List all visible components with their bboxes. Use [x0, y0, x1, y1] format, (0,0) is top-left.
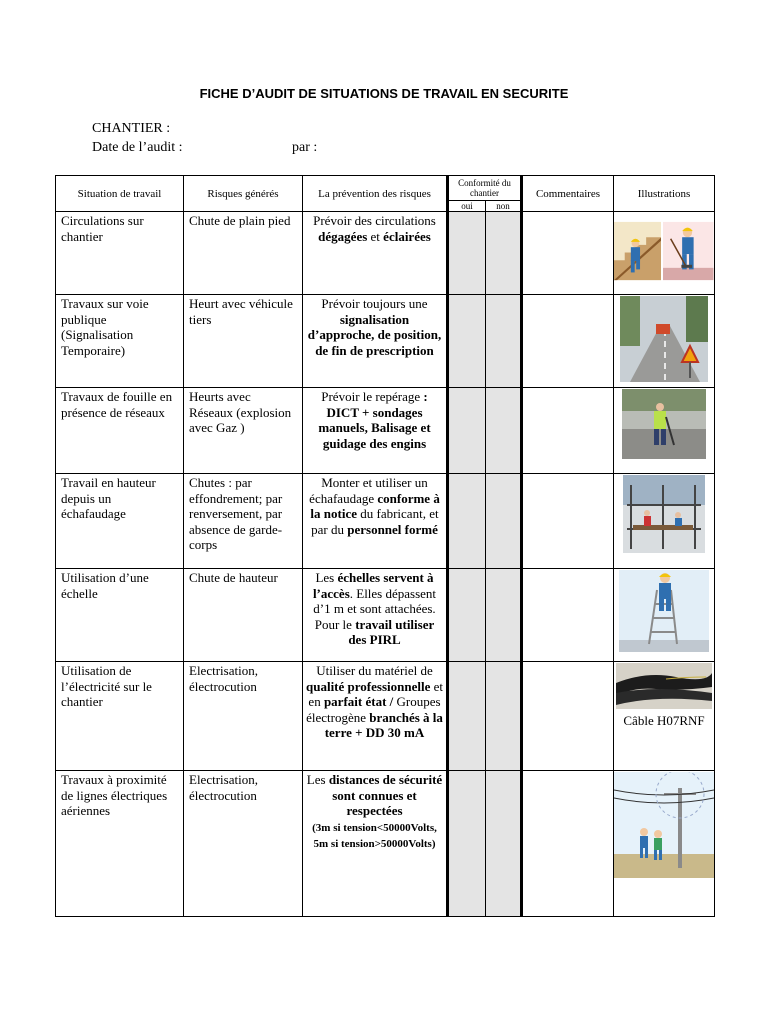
- scaffolding-photo: [623, 475, 705, 553]
- sweeping-worker-illustration: [663, 213, 714, 289]
- prevention-text-segment: du fabricant, et par du: [311, 506, 439, 537]
- prevention-text-segment: Groupes électrogène: [306, 694, 441, 725]
- oui-checkbox-cell[interactable]: [448, 388, 486, 474]
- oui-checkbox-cell[interactable]: [448, 662, 486, 771]
- illustration-caption: Câble H07RNF: [623, 713, 705, 728]
- comment-cell[interactable]: [522, 212, 614, 295]
- date-label: Date de l’audit :: [92, 140, 183, 155]
- prevention-text-segment: distances de sécurité sont connues et respectées: [328, 772, 443, 818]
- cable-photo: [616, 663, 712, 709]
- chantier-label: CHANTIER :: [92, 121, 171, 136]
- prevention-text-segment: Les: [315, 570, 338, 585]
- comment-cell[interactable]: [522, 388, 614, 474]
- table-row: [56, 569, 715, 662]
- prevention-text-segment: parfait état /: [323, 694, 394, 709]
- ladder-worker-illustration: [619, 570, 709, 652]
- header-commentaires: Commentaires: [522, 176, 614, 212]
- prevention-cell: [303, 212, 448, 295]
- prevention-text-segment: Prévoir toujours une: [321, 296, 428, 311]
- prevention-cell: [303, 474, 448, 569]
- prevention-text-segment: et en: [308, 678, 443, 709]
- situation-cell: Circulations sur chantier: [56, 212, 184, 295]
- situation-cell: Travaux sur voie publique (Signalisation Temporaire): [56, 295, 184, 388]
- non-checkbox-cell[interactable]: [486, 212, 522, 295]
- prevention-text-segment: travail utiliser des PIRL: [348, 616, 435, 647]
- risque-cell: Heurts avec Réseaux (explosion avec Gaz ): [184, 388, 303, 474]
- oui-checkbox-cell[interactable]: [448, 212, 486, 295]
- table-row: [56, 474, 715, 569]
- risque-cell: Electrisation, électrocution: [184, 662, 303, 771]
- prevention-text-segment: Monter et utiliser un échafaudage: [309, 475, 428, 506]
- road-signage-photo: [620, 296, 708, 382]
- comment-cell[interactable]: [522, 662, 614, 771]
- prevention-text-segment: éclairées: [383, 228, 431, 244]
- oui-checkbox-cell[interactable]: [448, 295, 486, 388]
- prevention-text-segment: dégagées: [318, 228, 368, 244]
- table-row: [56, 212, 715, 295]
- header-row: [56, 176, 715, 201]
- par-label: par :: [292, 140, 318, 155]
- oui-checkbox-cell[interactable]: [448, 569, 486, 662]
- prevention-text-segment: personnel formé: [347, 521, 438, 537]
- table-row: [56, 662, 715, 771]
- non-checkbox-cell[interactable]: [486, 474, 522, 569]
- comment-cell[interactable]: [522, 474, 614, 569]
- prevention-text-segment: Utiliser du matériel de: [316, 663, 433, 678]
- situation-cell: Utilisation de l’électricité sur le chantier: [56, 662, 184, 771]
- header-prevention: La prévention des risques: [303, 176, 448, 212]
- non-checkbox-cell[interactable]: [486, 569, 522, 662]
- risque-cell: Electrisation, électrocution: [184, 771, 303, 917]
- prevention-text-segment: Prévoir des circulations: [313, 213, 436, 228]
- illustration-cell: [614, 212, 715, 295]
- prevention-cell: [303, 388, 448, 474]
- table-row: [56, 388, 715, 474]
- prevention-text-segment: Prévoir le repérage: [321, 389, 424, 404]
- table-row: [56, 295, 715, 388]
- comment-cell[interactable]: [522, 295, 614, 388]
- situation-cell: Travaux de fouille en présence de réseaux: [56, 388, 184, 474]
- excavation-worker-photo: [622, 389, 706, 459]
- situation-cell: Travaux à proximité de lignes électriques aériennes: [56, 771, 184, 917]
- prevention-text-segment: . Elles dépassent d’1 m et sont attachées. Pour le: [313, 585, 437, 632]
- prevention-cell: [303, 662, 448, 771]
- illustration-cell: [614, 771, 715, 917]
- risque-cell: Chute de hauteur: [184, 569, 303, 662]
- oui-checkbox-cell[interactable]: [448, 474, 486, 569]
- non-checkbox-cell[interactable]: [486, 295, 522, 388]
- non-checkbox-cell[interactable]: [486, 388, 522, 474]
- comment-cell[interactable]: [522, 771, 614, 917]
- situation-cell: Travail en hauteur depuis un échafaudage: [56, 474, 184, 569]
- risque-cell: Chutes : par effondrement; par renversement, par absence de garde-corps: [184, 474, 303, 569]
- prevention-cell: [303, 295, 448, 388]
- prevention-text-segment: et: [367, 228, 384, 244]
- header-non: non: [486, 201, 522, 212]
- header-risques: Risques générés: [184, 176, 303, 212]
- risque-cell: Heurt avec véhicule tiers: [184, 295, 303, 388]
- page-title: FICHE D’AUDIT DE SITUATIONS DE TRAVAIL EN SECURITE: [199, 86, 569, 101]
- illustration-cell: [614, 662, 715, 771]
- prevention-small-note: (3m si tension<50000Volts, 5m si tension>50000Volts): [312, 821, 437, 850]
- prevention-cell: [303, 569, 448, 662]
- oui-checkbox-cell[interactable]: [448, 771, 486, 917]
- prevention-text-segment: qualité professionnelle: [306, 678, 431, 694]
- stairs-worker-illustration: [614, 213, 661, 289]
- power-line-illustration: [614, 772, 714, 878]
- prevention-text-segment: échelles servent à l’accès: [312, 570, 434, 601]
- risque-cell: Chute de plain pied: [184, 212, 303, 295]
- prevention-text-segment: : DICT + sondages manuels, Balisage et guidage des engins: [318, 389, 431, 451]
- date-line: [92, 140, 318, 156]
- header-conformite: Conformité du chantier: [448, 176, 522, 201]
- illustration-cell: [614, 474, 715, 569]
- prevention-text-segment: Les: [306, 772, 329, 787]
- comment-cell[interactable]: [522, 569, 614, 662]
- audit-table: [55, 175, 715, 917]
- situation-cell: Utilisation d’une échelle: [56, 569, 184, 662]
- prevention-cell: [303, 771, 448, 917]
- table-row: [56, 771, 715, 917]
- illustration-cell: [614, 295, 715, 388]
- prevention-text-segment: branchés à la terre + DD 30 mA: [324, 709, 443, 740]
- illustration-cell: [614, 569, 715, 662]
- non-checkbox-cell[interactable]: [486, 662, 522, 771]
- prevention-text-segment: conforme à la notice: [310, 490, 440, 521]
- non-checkbox-cell[interactable]: [486, 771, 522, 917]
- prevention-text-segment: signalisation d’approche, de position, de fin de prescription: [307, 311, 442, 358]
- header-situation: Situation de travail: [56, 176, 184, 212]
- illustration-cell: [614, 388, 715, 474]
- header-oui: oui: [448, 201, 486, 212]
- header-illustrations: Illustrations: [614, 176, 715, 212]
